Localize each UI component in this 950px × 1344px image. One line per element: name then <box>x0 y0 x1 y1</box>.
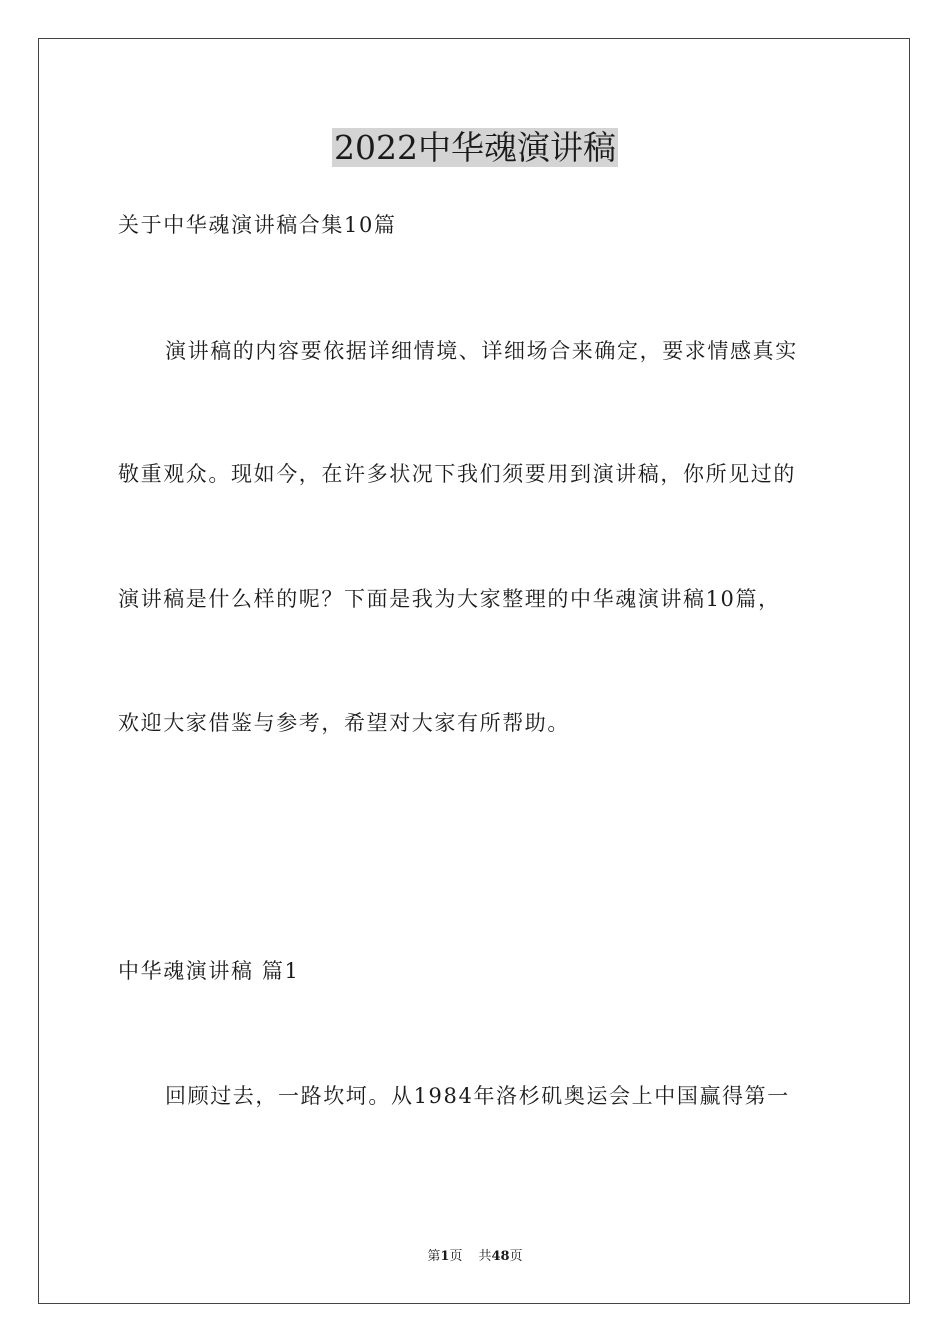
footer-total-prefix: 共 <box>478 1249 492 1264</box>
document-title-text: 2022中华魂演讲稿 <box>334 128 616 167</box>
section-line-1: 回顾过去，一路坎坷。从1984年洛杉矶奥运会上中国赢得第一 <box>165 1084 790 1108</box>
footer-total-pages: 48 <box>491 1249 510 1264</box>
footer-total-suffix: 页 <box>509 1249 523 1264</box>
intro-line-2: 敬重观众。现如今，在许多状况下我们须要用到演讲稿，你所见过的 <box>118 462 796 486</box>
document-subtitle: 关于中华魂演讲稿合集10篇 <box>118 213 397 237</box>
section-heading: 中华魂演讲稿 篇1 <box>118 959 300 983</box>
page-footer <box>0 1248 950 1266</box>
intro-line-1: 演讲稿的内容要依据详细情境、详细场合来确定，要求情感真实 <box>165 339 798 363</box>
intro-line-3: 演讲稿是什么样的呢？下面是我为大家整理的中华魂演讲稿10篇， <box>118 587 781 611</box>
footer-page-number: 1 <box>440 1249 450 1264</box>
footer-page-suffix: 页 <box>449 1249 463 1264</box>
intro-line-4: 欢迎大家借鉴与参考，希望对大家有所帮助。 <box>118 711 570 735</box>
document-title <box>0 127 950 169</box>
footer-page-prefix: 第 <box>427 1249 441 1264</box>
